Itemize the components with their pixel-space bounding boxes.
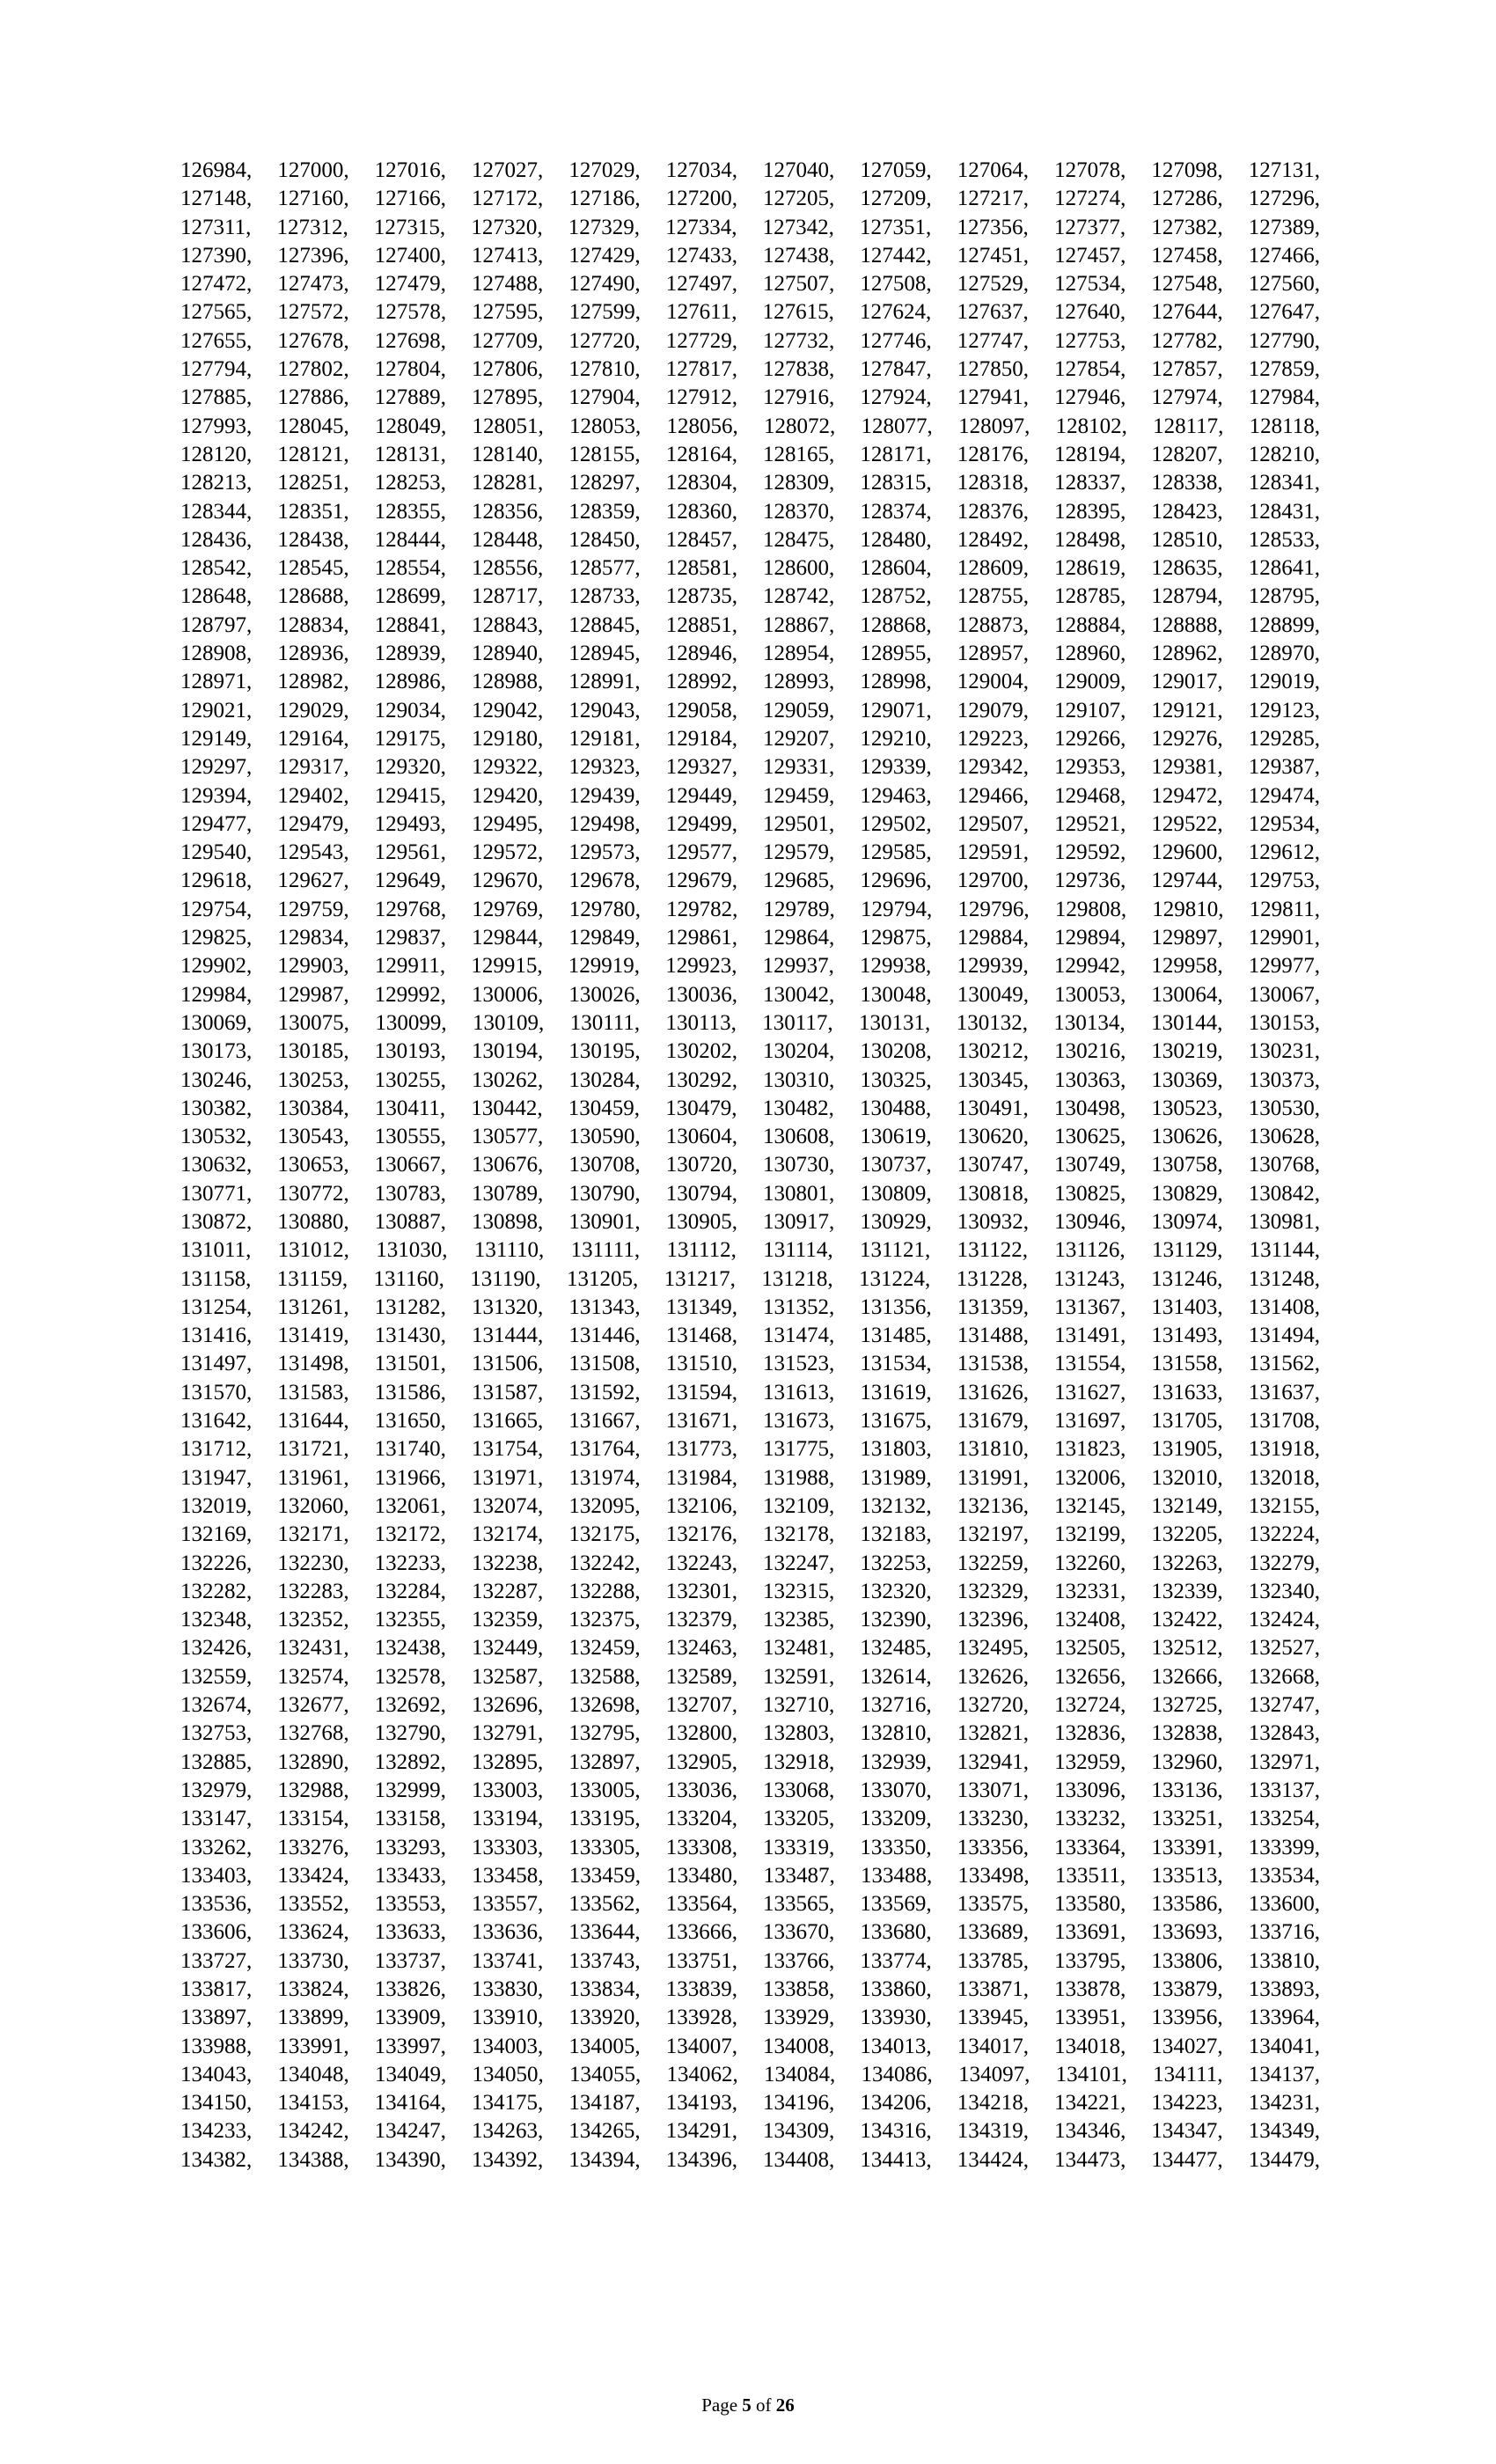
text-line: 131642, 131644, 131650, 131665, 131667, 131671, 131673, 131675, 131679, 131697, 131705, 131708, bbox=[180, 1409, 1320, 1434]
text-line: 129754, 129759, 129768, 129769, 129780, 129782, 129789, 129794, 129796, 129808, 129810, 129811, bbox=[180, 897, 1320, 921]
text-line: 132674, 132677, 132692, 132696, 132698, 132707, 132710, 132716, 132720, 132724, 132725, 132747, bbox=[180, 1693, 1320, 1718]
text-line: 130632, 130653, 130667, 130676, 130708, 130720, 130730, 130737, 130747, 130749, 130758, 130768, bbox=[180, 1153, 1320, 1177]
current-page-number: 5 bbox=[742, 2394, 752, 2416]
text-line: 130382, 130384, 130411, 130442, 130459, 130479, 130482, 130488, 130491, 130498, 130523, 130530, bbox=[180, 1096, 1320, 1120]
number-list bbox=[180, 157, 1320, 2174]
text-line: 129149, 129164, 129175, 129180, 129181, 129184, 129207, 129210, 129223, 129266, 129276, 129285, bbox=[180, 726, 1320, 751]
text-line: 129297, 129317, 129320, 129322, 129323, 129327, 129331, 129339, 129342, 129353, 129381, 129387, bbox=[180, 755, 1320, 780]
text-line: 127655, 127678, 127698, 127709, 127720, 127729, 127732, 127746, 127747, 127753, 127782, 127790, bbox=[180, 328, 1320, 353]
text-line: 129021, 129029, 129034, 129042, 129043, 129058, 129059, 129071, 129079, 129107, 129121, 129123, bbox=[180, 698, 1320, 722]
text-line: 127311, 127312, 127315, 127320, 127329, 127334, 127342, 127351, 127356, 127377, 127382, 127389, bbox=[180, 215, 1320, 239]
text-line: 133897, 133899, 133909, 133910, 133920, 133928, 133929, 133930, 133945, 133951, 133956, 133964, bbox=[180, 2006, 1320, 2030]
text-line: 130532, 130543, 130555, 130577, 130590, 130604, 130608, 130619, 130620, 130625, 130626, 130628, bbox=[180, 1125, 1320, 1149]
text-line: 128436, 128438, 128444, 128448, 128450, 128457, 128475, 128480, 128492, 128498, 128510, 128533, bbox=[180, 527, 1320, 552]
text-line: 133536, 133552, 133553, 133557, 133562, 133564, 133565, 133569, 133575, 133580, 133586, 133600, bbox=[180, 1892, 1320, 1917]
text-line: 127565, 127572, 127578, 127595, 127599, 127611, 127615, 127624, 127637, 127640, 127644, 127647, bbox=[180, 300, 1320, 325]
text-line: 133817, 133824, 133826, 133830, 133834, 133839, 133858, 133860, 133871, 133878, 133879, 133893, bbox=[180, 1977, 1320, 2001]
text-line: 127794, 127802, 127804, 127806, 127810, 127817, 127838, 127847, 127850, 127854, 127857, 127859, bbox=[180, 357, 1320, 382]
text-line: 133606, 133624, 133633, 133636, 133644, 133666, 133670, 133680, 133689, 133691, 133693, 133716, bbox=[180, 1920, 1320, 1945]
text-line: 133147, 133154, 133158, 133194, 133195, 133204, 133205, 133209, 133230, 133232, 133251, 133254, bbox=[180, 1807, 1320, 1831]
text-line: 128971, 128982, 128986, 128988, 128991, 128992, 128993, 128998, 129004, 129009, 129017, 129019, bbox=[180, 670, 1320, 694]
text-line: 132282, 132283, 132284, 132287, 132288, 132301, 132315, 132320, 132329, 132331, 132339, 132340, bbox=[180, 1579, 1320, 1603]
text-line: 133403, 133424, 133433, 133458, 133459, 133480, 133487, 133488, 133498, 133511, 133513, 133534, bbox=[180, 1863, 1320, 1888]
text-line: 132019, 132060, 132061, 132074, 132095, 132106, 132109, 132132, 132136, 132145, 132149, 132155, bbox=[180, 1493, 1320, 1518]
text-line: 134233, 134242, 134247, 134263, 134265, 134291, 134309, 134316, 134319, 134346, 134347, 134349, bbox=[180, 2119, 1320, 2144]
text-line: 128213, 128251, 128253, 128281, 128297, 128304, 128309, 128315, 128318, 128337, 128338, 128341, bbox=[180, 471, 1320, 495]
text-line: 128797, 128834, 128841, 128843, 128845, 128851, 128867, 128868, 128873, 128884, 128888, 128899, bbox=[180, 612, 1320, 637]
text-line: 128542, 128545, 128554, 128556, 128577, 128581, 128600, 128604, 128609, 128619, 128635, 128641, bbox=[180, 556, 1320, 581]
text-line: 129477, 129479, 129493, 129495, 129498, 129499, 129501, 129502, 129507, 129521, 129522, 129534, bbox=[180, 811, 1320, 836]
page-footer bbox=[0, 2394, 1496, 2416]
text-line: 131158, 131159, 131160, 131190, 131205, 131217, 131218, 131224, 131228, 131243, 131246, 131248, bbox=[180, 1266, 1320, 1291]
text-line: 128344, 128351, 128355, 128356, 128359, 128360, 128370, 128374, 128376, 128395, 128423, 128431, bbox=[180, 499, 1320, 524]
text-line: 128120, 128121, 128131, 128140, 128155, 128164, 128165, 128171, 128176, 128194, 128207, 128210, bbox=[180, 442, 1320, 466]
text-line: 133727, 133730, 133737, 133741, 133743, 133751, 133766, 133774, 133785, 133795, 133806, 133810, bbox=[180, 1948, 1320, 1973]
text-line: 127148, 127160, 127166, 127172, 127186, 127200, 127205, 127209, 127217, 127274, 127286, 127296, bbox=[180, 187, 1320, 211]
text-line: 129825, 129834, 129837, 129844, 129849, 129861, 129864, 129875, 129884, 129894, 129897, 129901, bbox=[180, 926, 1320, 950]
text-line: 129902, 129903, 129911, 129915, 129919, 129923, 129937, 129938, 129939, 129942, 129958, 129977, bbox=[180, 954, 1320, 979]
text-line: 132885, 132890, 132892, 132895, 132897, 132905, 132918, 132939, 132941, 132959, 132960, 132971, bbox=[180, 1749, 1320, 1774]
text-line: 131416, 131419, 131430, 131444, 131446, 131468, 131474, 131485, 131488, 131491, 131493, 131494, bbox=[180, 1324, 1320, 1348]
text-line: 126984, 127000, 127016, 127027, 127029, 127034, 127040, 127059, 127064, 127078, 127098, 127131, bbox=[180, 158, 1320, 182]
text-line: 134150, 134153, 134164, 134175, 134187, 134193, 134196, 134206, 134218, 134221, 134223, 134231, bbox=[180, 2091, 1320, 2116]
text-line: 131011, 131012, 131030, 131110, 131111, 131112, 131114, 131121, 131122, 131126, 131129, 131144, bbox=[180, 1238, 1320, 1263]
text-line: 131254, 131261, 131282, 131320, 131343, 131349, 131352, 131356, 131359, 131367, 131403, 131408, bbox=[180, 1294, 1320, 1319]
text-line: 132348, 132352, 132355, 132359, 132375, 132379, 132385, 132390, 132396, 132408, 132422, 132424, bbox=[180, 1608, 1320, 1632]
text-line: 134043, 134048, 134049, 134050, 134055, 134062, 134084, 134086, 134097, 134101, 134111, 134137, bbox=[180, 2062, 1320, 2086]
text-line: 129540, 129543, 129561, 129572, 129573, 129577, 129579, 129585, 129591, 129592, 129600, 129612, bbox=[180, 840, 1320, 865]
total-pages-number: 26 bbox=[775, 2394, 795, 2416]
text-line: 127472, 127473, 127479, 127488, 127490, 127497, 127507, 127508, 127529, 127534, 127548, 127560, bbox=[180, 272, 1320, 297]
text-line: 132426, 132431, 132438, 132449, 132459, 132463, 132481, 132485, 132495, 132505, 132512, 132527, bbox=[180, 1636, 1320, 1661]
text-line: 129618, 129627, 129649, 129670, 129678, 129679, 129685, 129696, 129700, 129736, 129744, 129753, bbox=[180, 869, 1320, 893]
text-line: 127993, 128045, 128049, 128051, 128053, 128056, 128072, 128077, 128097, 128102, 128117, 128118, bbox=[180, 414, 1320, 438]
text-line: 129984, 129987, 129992, 130006, 130026, 130036, 130042, 130048, 130049, 130053, 130064, 130067, bbox=[180, 982, 1320, 1007]
text-line: 128908, 128936, 128939, 128940, 128945, 128946, 128954, 128955, 128957, 128960, 128962, 128970, bbox=[180, 642, 1320, 666]
text-line: 133262, 133276, 133293, 133303, 133305, 133308, 133319, 133350, 133356, 133364, 133391, 133399, bbox=[180, 1835, 1320, 1859]
text-line: 127390, 127396, 127400, 127413, 127429, 127433, 127438, 127442, 127451, 127457, 127458, 127466, bbox=[180, 243, 1320, 268]
text-line: 127885, 127886, 127889, 127895, 127904, 127912, 127916, 127924, 127941, 127946, 127974, 127984, bbox=[180, 385, 1320, 410]
text-line: 132169, 132171, 132172, 132174, 132175, 132176, 132178, 132183, 132197, 132199, 132205, 132224, bbox=[180, 1522, 1320, 1547]
text-line: 129394, 129402, 129415, 129420, 129439, 129449, 129459, 129463, 129466, 129468, 129472, 129474, bbox=[180, 783, 1320, 808]
page-of-label: of bbox=[756, 2394, 772, 2416]
text-line: 133988, 133991, 133997, 134003, 134005, 134007, 134008, 134013, 134017, 134018, 134027, 134041, bbox=[180, 2034, 1320, 2058]
text-line: 130771, 130772, 130783, 130789, 130790, 130794, 130801, 130809, 130818, 130825, 130829, 130842, bbox=[180, 1181, 1320, 1206]
text-line: 128648, 128688, 128699, 128717, 128733, 128735, 128742, 128752, 128755, 128785, 128794, 128795, bbox=[180, 584, 1320, 609]
text-line: 132979, 132988, 132999, 133003, 133005, 133036, 133068, 133070, 133071, 133096, 133136, 133137, bbox=[180, 1778, 1320, 1802]
text-line: 131497, 131498, 131501, 131506, 131508, 131510, 131523, 131534, 131538, 131554, 131558, 131562, bbox=[180, 1352, 1320, 1376]
text-line: 132753, 132768, 132790, 132791, 132795, 132800, 132803, 132810, 132821, 132836, 132838, 132843, bbox=[180, 1721, 1320, 1746]
text-line: 131947, 131961, 131966, 131971, 131974, 131984, 131988, 131989, 131991, 132006, 132010, 132018, bbox=[180, 1465, 1320, 1490]
text-line: 132226, 132230, 132233, 132238, 132242, 132243, 132247, 132253, 132259, 132260, 132263, 132279, bbox=[180, 1551, 1320, 1575]
text-line: 130069, 130075, 130099, 130109, 130111, 130113, 130117, 130131, 130132, 130134, 130144, 130153, bbox=[180, 1010, 1320, 1035]
text-line: 130872, 130880, 130887, 130898, 130901, 130905, 130917, 130929, 130932, 130946, 130974, 130981, bbox=[180, 1209, 1320, 1234]
text-line: 131712, 131721, 131740, 131754, 131764, 131773, 131775, 131803, 131810, 131823, 131905, 131918, bbox=[180, 1437, 1320, 1462]
text-line: 131570, 131583, 131586, 131587, 131592, 131594, 131613, 131619, 131626, 131627, 131633, 131637, bbox=[180, 1380, 1320, 1404]
text-line: 134382, 134388, 134390, 134392, 134394, 134396, 134408, 134413, 134424, 134473, 134477, 134479, bbox=[180, 2147, 1320, 2172]
text-line: 130246, 130253, 130255, 130262, 130284, 130292, 130310, 130325, 130345, 130363, 130369, 130373, bbox=[180, 1067, 1320, 1092]
text-line: 130173, 130185, 130193, 130194, 130195, 130202, 130204, 130208, 130212, 130216, 130219, 130231, bbox=[180, 1039, 1320, 1064]
page-label: Page bbox=[701, 2394, 738, 2416]
text-line: 132559, 132574, 132578, 132587, 132588, 132589, 132591, 132614, 132626, 132656, 132666, 132668, bbox=[180, 1664, 1320, 1689]
